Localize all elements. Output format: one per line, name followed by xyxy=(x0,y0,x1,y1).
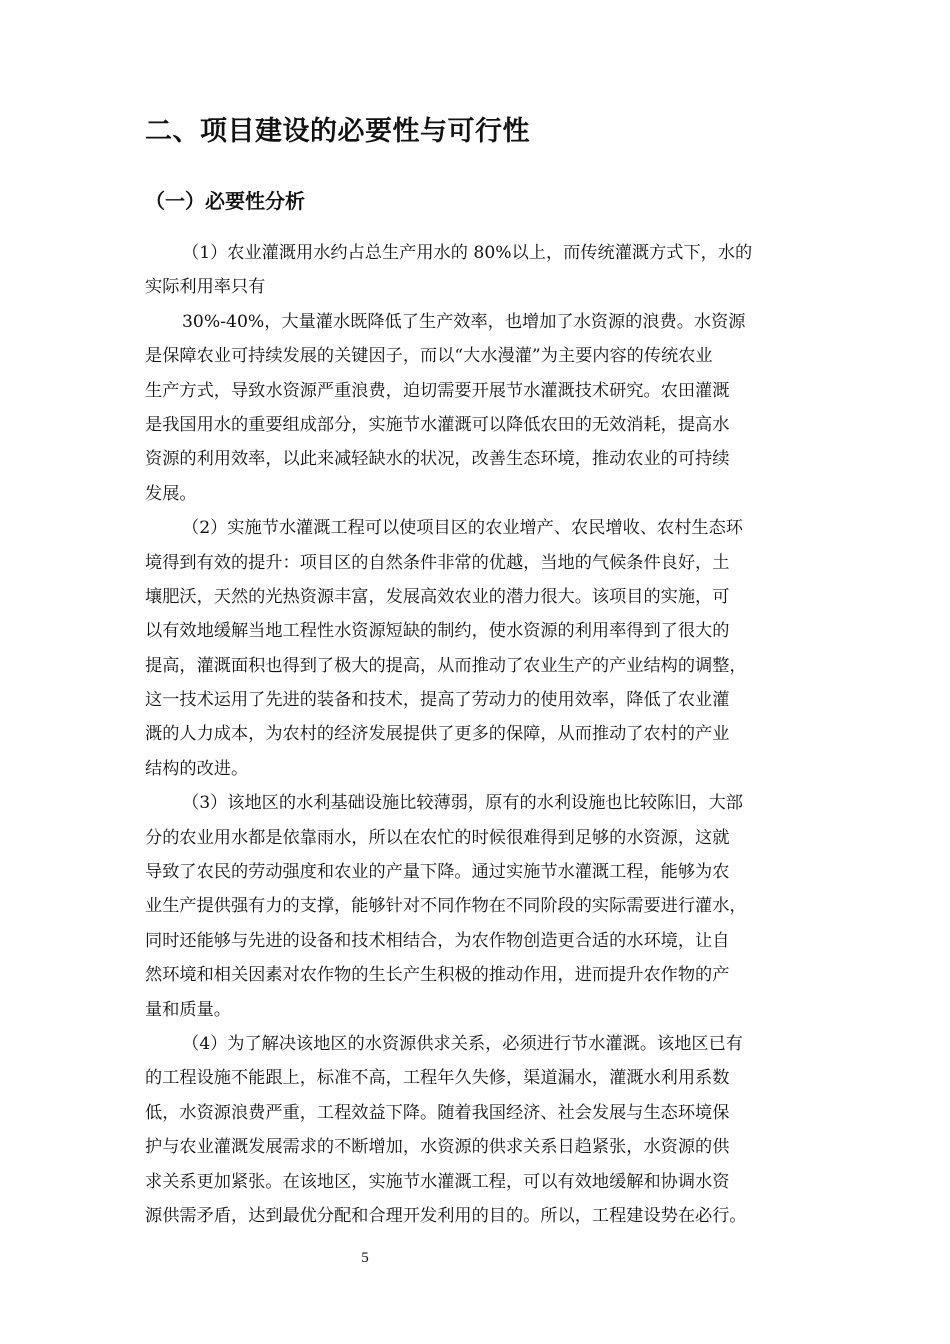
subsection-heading: （一）必要性分析 xyxy=(145,189,305,213)
paragraph-line: 这一技术运用了先进的装备和技术，提高了劳动力的使用效率，降低了农业灌 xyxy=(145,690,730,711)
paragraph-line: 生产方式，导致水资源严重浪费，迫切需要开展节水灌溉技术研究。农田灌溉 xyxy=(145,380,730,401)
paragraph-line: （4）为了解决该地区的水资源供求关系，必须进行节水灌溉。该地区已有 xyxy=(182,1033,743,1054)
body-text xyxy=(145,236,810,1233)
paragraph-line: 量和质量。 xyxy=(145,999,231,1020)
paragraph-line: 资源的利用效率，以此来减轻缺水的状况，改善生态环境，推动农业的可持续 xyxy=(145,449,730,470)
paragraph-line: 提高，灌溉面积也得到了极大的提高，从而推动了农业生产的产业结构的调整， xyxy=(145,655,747,676)
paragraph-line: 30%-40%，大量灌水既降低了生产效率，也增加了水资源的浪费。水资源 xyxy=(182,311,746,332)
paragraph-line: 是我国用水的重要组成部分，实施节水灌溉可以降低农田的无效消耗，提高水 xyxy=(145,414,730,435)
paragraph-line: 实际利用率只有 xyxy=(145,277,266,298)
paragraph-line: 结构的改进。 xyxy=(145,758,249,779)
paragraph-line: （3）该地区的水利基础设施比较薄弱，原有的水利设施也比较陈旧，大部 xyxy=(182,793,743,814)
paragraph-line: 以有效地缓解当地工程性水资源短缺的制约，使水资源的利用率得到了很大的 xyxy=(145,621,730,642)
paragraph-line: 业生产提供强有力的支撑，能够针对不同作物在不同阶段的实际需要进行灌水， xyxy=(145,896,747,917)
paragraph-line: 分的农业用水都是依靠雨水，所以在农忙的时候很难得到足够的水资源，这就 xyxy=(145,827,730,848)
paragraph-line: 求关系更加紧张。在该地区，实施节水灌溉工程，可以有效地缓解和协调水资 xyxy=(145,1171,730,1192)
paragraph-line: 壤肥沃，天然的光热资源丰富，发展高效农业的潜力很大。该项目的实施，可 xyxy=(145,586,730,607)
paragraph-line: 然环境和相关因素对农作物的生长产生积极的推动作用，进而提升农作物的产 xyxy=(145,965,730,986)
paragraph-line: 源供需矛盾，达到最优分配和合理开发利用的目的。所以，工程建设势在必行。 xyxy=(145,1205,747,1226)
paragraph-line: 同时还能够与先进的设备和技术相结合，为农作物创造更合适的水环境，让自 xyxy=(145,930,730,951)
paragraph-line: （2）实施节水灌溉工程可以使项目区的农业增产、农民增收、农村生态环 xyxy=(182,518,743,539)
section-heading: 二、项目建设的必要性与可行性 xyxy=(145,116,530,147)
paragraph-line: 护与农业灌溉发展需求的不断增加，水资源的供求关系日趋紧张，水资源的供 xyxy=(145,1137,730,1158)
paragraph-line: 溉的人力成本，为农村的经济发展提供了更多的保障，从而推动了农村的产业 xyxy=(145,724,730,745)
paragraph-line: （1）农业灌溉用水约占总生产用水的 80%以上，而传统灌溉方式下，水的 xyxy=(182,243,753,263)
paragraph-line: 发展。 xyxy=(145,483,197,504)
paragraph-line: 低，水资源浪费严重，工程效益下降。随着我国经济、社会发展与生态环境保 xyxy=(145,1102,730,1123)
paragraph-line: 是保障农业可持续发展的关键因子，而以“大水漫灌”为主要内容的传统农业 xyxy=(145,346,713,367)
page-number: 5 xyxy=(361,1250,369,1266)
paragraph-line: 的工程设施不能跟上，标准不高，工程年久失修，渠道漏水，灌溉水利用系数 xyxy=(145,1068,730,1089)
paragraph-line: 境得到有效的提升：项目区的自然条件非常的优越，当地的气候条件良好，土 xyxy=(145,552,730,573)
paragraph-line: 导致了农民的劳动强度和农业的产量下降。通过实施节水灌溉工程，能够为农 xyxy=(145,862,730,883)
